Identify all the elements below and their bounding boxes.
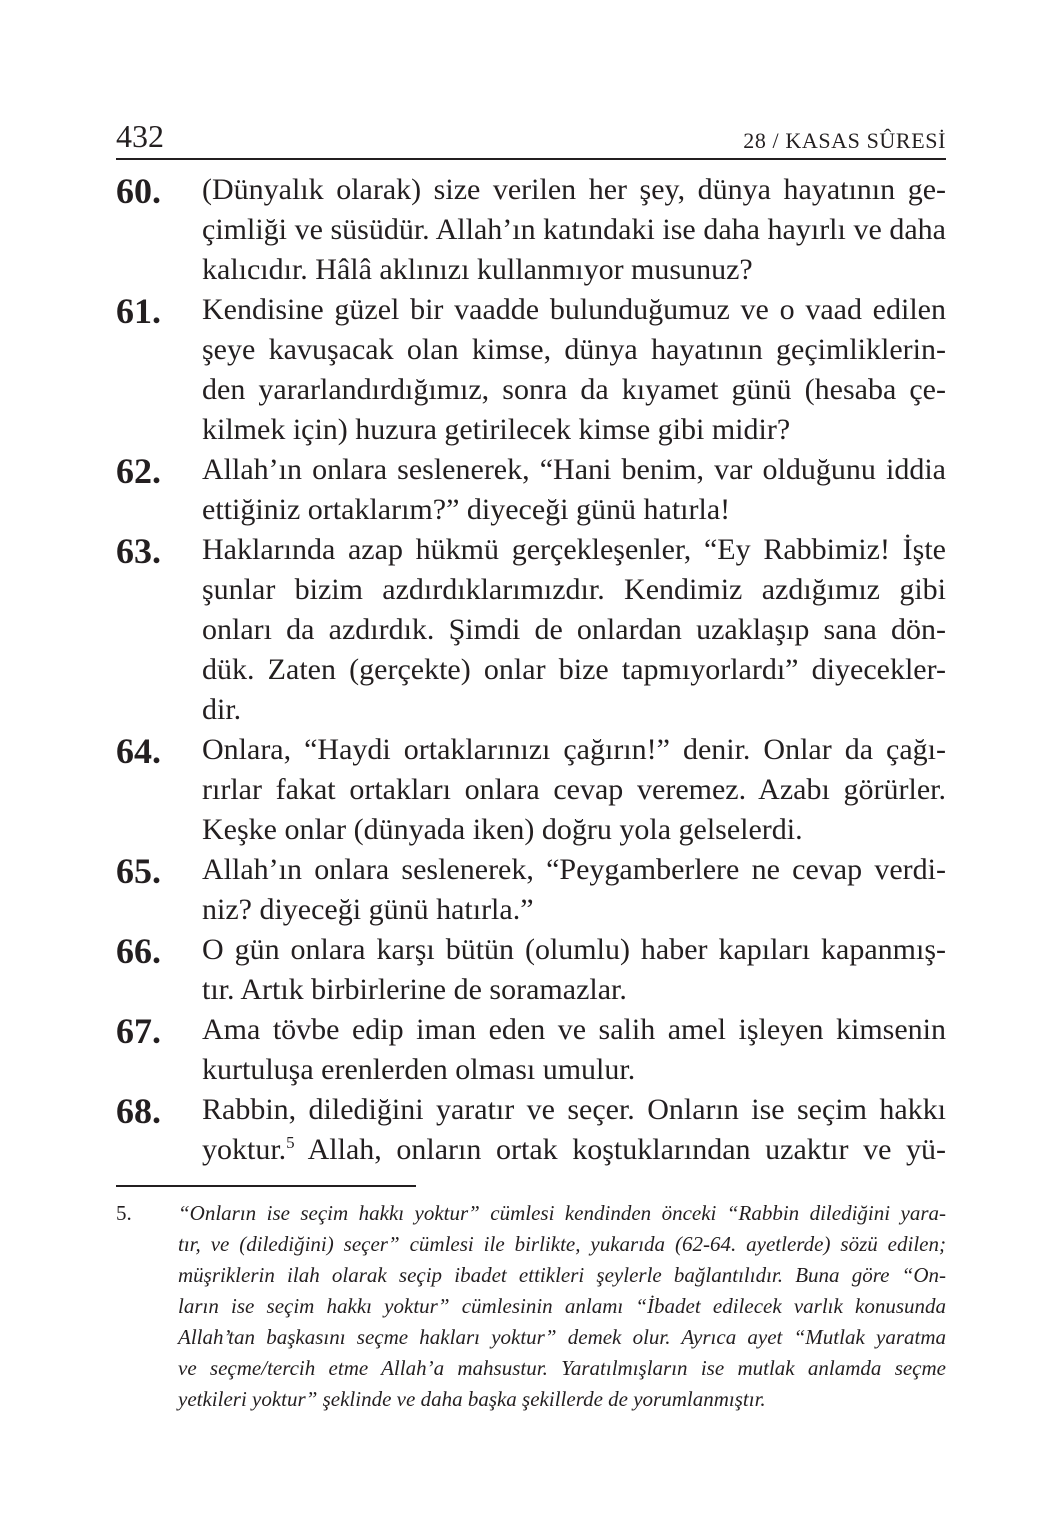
verse-line: dük. Zaten (gerçekte) onlar bize tapmıyorlardı” diyecekler- xyxy=(202,653,946,686)
verse-text: yoktur. xyxy=(202,1133,287,1166)
verse-62 xyxy=(116,450,946,530)
verse-number: 68. xyxy=(116,1091,161,1131)
verse-line: Allah’ın onlara seslenerek, “Peygamberlere ne cevap verdi- xyxy=(202,853,946,886)
verse-65 xyxy=(116,850,946,930)
running-head: 28 / KASAS SÛRESİ xyxy=(743,128,946,153)
verse-line: Allah’ın onlara seslenerek, “Hani benim, var olduğunu iddia xyxy=(202,453,946,486)
verse-line: tır. Artık birbirlerine de soramazlar. xyxy=(202,973,627,1006)
verse-text: Allah, onların ortak koştuklarından uzaktır ve yü- xyxy=(294,1133,946,1166)
footnote-line: “Onların ise seçim hakkı yoktur” cümlesi kendinden önceki “Rabbin dilediğini yara- xyxy=(178,1201,946,1225)
footnote-number: 5. xyxy=(116,1201,132,1225)
verse-line: Ama tövbe edip iman eden ve salih amel işleyen kimsenin xyxy=(202,1013,946,1046)
verse-line: kurtuluşa erenlerden olması umulur. xyxy=(202,1053,636,1086)
footnote-line: Allah’tan başkasını seçme hakları yoktur” demek olur. Ayrıca ayet “Mutlak yaratma xyxy=(178,1325,946,1349)
footnote-line: tır, ve (dilediğini) seçer” cümlesi ile birlikte, yukarıda (62-64. ayetlerde) sözü edilen; xyxy=(178,1232,946,1256)
footnote-line: ların ise seçim hakkı yoktur” cümlesinin anlamı “İbadet edilecek varlık konusunda xyxy=(178,1294,946,1318)
footnote-divider xyxy=(116,1185,416,1187)
footnote-line: ve seçme/tercih etme Allah’a mahsustur. Yaratılmışların ise mutlak anlamda seçme xyxy=(178,1356,946,1380)
verse-line-with-footnote xyxy=(202,1130,946,1170)
verse-line: den yararlandırdığımız, sonra da kıyamet günü (hesaba çe- xyxy=(202,373,946,406)
verse-line: Haklarında azap hükmü gerçekleşenler, “Ey Rabbimiz! İşte xyxy=(202,533,946,566)
verse-line: Onlara, “Haydi ortaklarınızı çağırın!” denir. Onlar da çağı- xyxy=(202,733,946,766)
footnote-body xyxy=(116,1198,946,1415)
verse-61 xyxy=(116,290,946,450)
verse-line: O gün onlara karşı bütün (olumlu) haber kapıları kapanmış- xyxy=(202,933,946,966)
footnote xyxy=(116,1198,946,1415)
verse-number: 65. xyxy=(116,851,161,891)
verse-line: kalıcıdır. Hâlâ aklınızı kullanmıyor musunuz? xyxy=(202,253,753,286)
verse-number: 60. xyxy=(116,171,161,211)
verse-number: 66. xyxy=(116,931,161,971)
footnote-line: yetkileri yoktur” şeklinde ve daha başka şekillerde de yorumlanmıştır. xyxy=(178,1387,766,1411)
verse-number: 64. xyxy=(116,731,161,771)
page-number: 432 xyxy=(116,118,164,154)
verse-line: şeye kavuşacak olan kimse, dünya hayatının geçimliklerin- xyxy=(202,333,946,366)
verse-number: 63. xyxy=(116,531,161,571)
verse-line: Rabbin, dilediğini yaratır ve seçer. Onların ise seçim hakkı xyxy=(202,1093,946,1126)
verse-line: çimliği ve süsüdür. Allah’ın katındaki ise daha hayırlı ve daha xyxy=(202,213,946,246)
verse-60 xyxy=(116,170,946,290)
verse-66 xyxy=(116,930,946,1010)
page-header xyxy=(116,118,946,160)
verse-number: 62. xyxy=(116,451,161,491)
verse-line: onları da azdırdık. Şimdi de onlardan uzaklaşıp sana dön- xyxy=(202,613,946,646)
verse-line: şunlar bizim azdırdıklarımızdır. Kendimiz azdığımız gibi xyxy=(202,573,946,606)
verse-line: (Dünyalık olarak) size verilen her şey, dünya hayatının ge- xyxy=(202,173,946,206)
verse-line: niz? diyeceği günü hatırla.” xyxy=(202,893,534,926)
verse-list xyxy=(116,170,946,1170)
verse-68 xyxy=(116,1090,946,1170)
verse-line: Kendisine güzel bir vaadde bulunduğumuz ve o vaad edilen xyxy=(202,293,946,326)
footnote-line: müşriklerin ilah olarak seçip ibadet ettikleri şeylerle bağlantılıdır. Buna göre “On- xyxy=(178,1263,946,1287)
verse-number: 67. xyxy=(116,1011,161,1051)
verse-number: 61. xyxy=(116,291,161,331)
verse-line: ettiğiniz ortaklarım?” diyeceği günü hatırla! xyxy=(202,493,731,526)
verse-63 xyxy=(116,530,946,730)
verse-64 xyxy=(116,730,946,850)
footnote-reference[interactable]: 5 xyxy=(286,1133,295,1152)
verse-67 xyxy=(116,1010,946,1090)
verse-line: dir. xyxy=(202,693,242,726)
verse-line: rırlar fakat ortakları onlara cevap veremez. Azabı görürler. xyxy=(202,773,946,806)
verse-line: kilmek için) huzura getirilecek kimse gibi midir? xyxy=(202,413,791,446)
verse-line: Keşke onlar (dünyada iken) doğru yola gelselerdi. xyxy=(202,813,803,846)
